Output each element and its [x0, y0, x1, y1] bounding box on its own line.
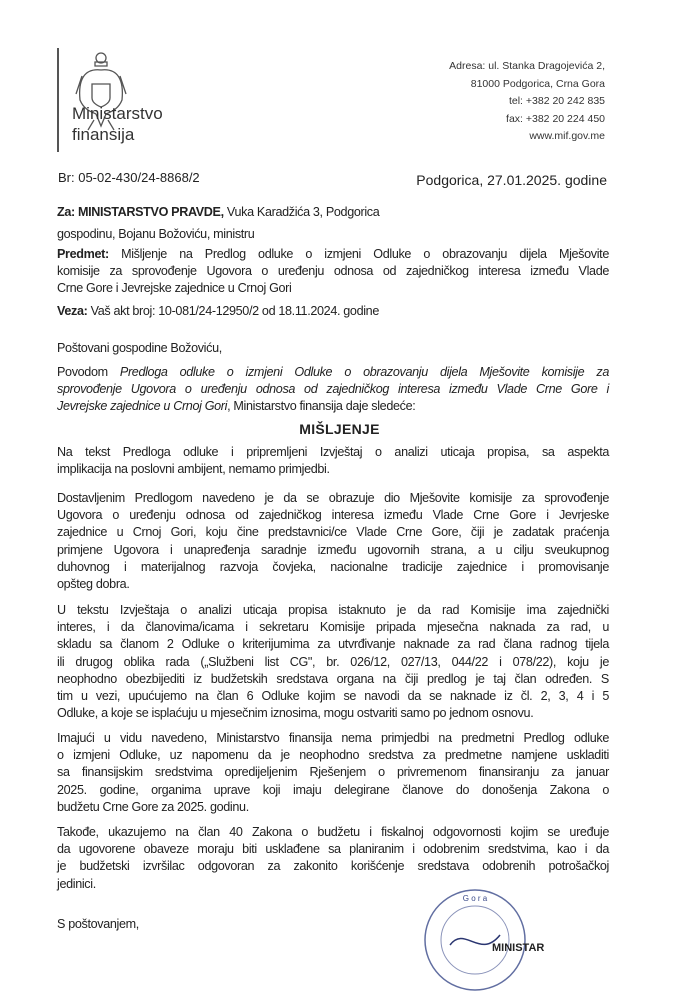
intro-segment: sprovođenje Ugovora o uređenju odnosa od zajedničkog interesa između Vlade Crne Gore i — [57, 382, 609, 397]
paragraph-line: implikacija na poslovni ambijent, nemamo primjedbi. — [57, 462, 330, 477]
ministry-name-line2: finansija — [72, 125, 135, 144]
intro-line — [57, 381, 609, 398]
link-label: Veza: — [57, 304, 88, 318]
paragraph-line: interes, i da članovima/icama i sekretaru Komisije pripada mjesečna naknada za rad, u — [57, 620, 609, 635]
reference-number: Br: 05-02-430/24-8868/2 — [58, 170, 200, 185]
paragraph-line: Imajući u vidu navedeno, Ministarstvo finansija nema primjedbi na predmetni Predlog odluke — [57, 731, 609, 745]
intro-line — [57, 364, 609, 381]
intro-segment: Jevrejske zajednice u Crnoj Gori — [57, 399, 228, 414]
paragraph-line: budžetu Crne Gore za 2025. godinu. — [57, 799, 249, 814]
ministry-name — [72, 103, 163, 145]
paragraph-line: jedinici. — [57, 876, 96, 891]
recipient-address: Vuka Karadžića 3, Podgorica — [223, 205, 380, 219]
svg-text:MINISTAR: MINISTAR — [492, 942, 545, 954]
logo-divider — [57, 48, 59, 152]
subject-line: Mišljenje na Predlog odluke o izmjeni Odluke o obrazovanju dijela Mješovite — [108, 247, 609, 261]
intro-paragraph — [57, 364, 609, 416]
intro-segment: Predloga odluke o izmjeni Odluke o obrazovanju dijela Mješovite komisije za — [119, 365, 609, 379]
paragraph-line: Odluke, a koje se isplaćuju u mjesečnim iznosima, mogu ostvariti samo po jednom osnovu. — [57, 706, 534, 721]
salutation: Poštovani gospodine Božoviću, — [57, 341, 222, 355]
contact-address — [449, 58, 605, 146]
address-fax: fax: +382 20 224 450 — [506, 112, 605, 125]
body-paragraph — [57, 730, 609, 816]
paragraph-line: Dostavljenim Predlogom navedeno je da se obrazuje dio Mješovite komisije za sprovođenje — [57, 491, 609, 505]
paragraph-line: ili drugog oblika rada („Službeni list CG", br. 026/12, 027/13, 044/22 i 078/22), koju je — [57, 654, 609, 669]
subject — [57, 246, 609, 298]
paragraph-line: Ugovora o uređenju odnosa od zajedničkog interesa između Vlade Crne Gore i Jevrjeske — [57, 508, 609, 523]
recipient-person: gospodinu, Bojanu Božoviću, ministru — [57, 227, 255, 241]
official-stamp — [420, 885, 545, 995]
paragraph-line: je budžetski izvršilac odgovoran za zakonito korišćenje sredstava odobrenih potrošačkoj — [57, 859, 609, 874]
reference-link — [57, 303, 609, 320]
recipient-label: Za: MINISTARSTVO PRAVDE, — [57, 205, 224, 219]
closing: S poštovanjem, — [57, 917, 139, 931]
body-paragraph — [57, 444, 609, 478]
paragraph-line: 2025. godine, organima uprave koji imaju delegirane članove do donošenja Zakona o — [57, 782, 609, 797]
address-street: Adresa: ul. Stanka Dragojevića 2, — [449, 60, 605, 72]
section-heading: MIŠLJENJE — [299, 421, 380, 437]
paragraph-line: o izmjeni Odluke, uz napomenu da je neophodno sredstva za predmetne namjene uskladiti — [57, 748, 609, 763]
paragraph-line: sa finansijskim sredstvima opredijeljenim Rješenjem o privremenom finansiranju za januar — [57, 765, 609, 780]
body-paragraph — [57, 824, 609, 893]
ministry-name-line1: Ministarstvo — [72, 104, 163, 123]
subject-label: Predmet: — [57, 247, 109, 261]
intro-segment: Povodom — [57, 365, 120, 379]
body-paragraph — [57, 490, 609, 593]
body-paragraph — [57, 602, 609, 722]
address-website: www.mif.gov.me — [529, 130, 605, 142]
paragraph-line: neophodno obezbijediti iz budžetskih sredstava organa na čiji predlog je taj član određen. S — [57, 671, 609, 686]
paragraph-line: Takođe, ukazujemo na član 40 Zakona o budžetu i fiskalnoj odgovornosti kojim se uređuje — [57, 825, 609, 839]
subject-line: Crne Gore i Jevrejske zajednice u Crnoj Gori — [57, 281, 292, 296]
subject-line: komisije za sprovođenje Ugovora o uređenju odnosa od zajedničkog interesa između Vlade — [57, 264, 609, 279]
intro-line — [57, 398, 609, 415]
address-tel: tel: +382 20 242 835 — [508, 95, 605, 107]
link-text: Vaš akt broj: 10-081/24-12950/2 od 18.11.2024. godine — [87, 304, 379, 318]
paragraph-line: tim u vezi, upućujemo na član 6 Odluke kojim se navodi da se naknade iz čl. 2, 3, 4 i 5 — [57, 689, 609, 704]
address-city: 81000 Podgorica, Crna Gora — [470, 77, 605, 90]
paragraph-line: primjene Ugovora i unapređenja saradnje između ugovornih strana, a u cilju sveukupnog — [57, 542, 609, 557]
document-date: Podgorica, 27.01.2025. godine — [416, 172, 607, 188]
intro-segment: , Ministarstvo finansija daje sledeće: — [227, 399, 416, 414]
paragraph-line: opšteg dobra. — [57, 577, 130, 592]
paragraph-line: skladu sa članom 2 Odluke o kriterijumima za utvrđivanje naknade za rad člana radnog tijela — [57, 637, 609, 652]
svg-text:G o r a: G o r a — [462, 894, 488, 903]
paragraph-line: duhovnog i materijalnog razvoja čovjeka, nacionalne tradicije zajednice i promovisanje — [57, 559, 609, 574]
paragraph-line: Na tekst Predloga odluke i pripremljeni Izvještaj o analizi uticaja propisa, sa aspekta — [57, 445, 609, 459]
paragraph-line: da ugovorene obaveze moraju biti usklađene sa planiranim i odobrenim sredstvima, kao i da — [57, 842, 609, 857]
paragraph-line: U tekstu Izvještaja o analizi uticaja propisa istaknuto je da rad Komisije ima zajednički — [57, 603, 609, 617]
recipient — [57, 204, 609, 221]
paragraph-line: zajednice u Crnoj Gori, koju čine predstavnici/ce Vlade Crne Gore, čiji je zadatak praćenja — [57, 525, 609, 540]
